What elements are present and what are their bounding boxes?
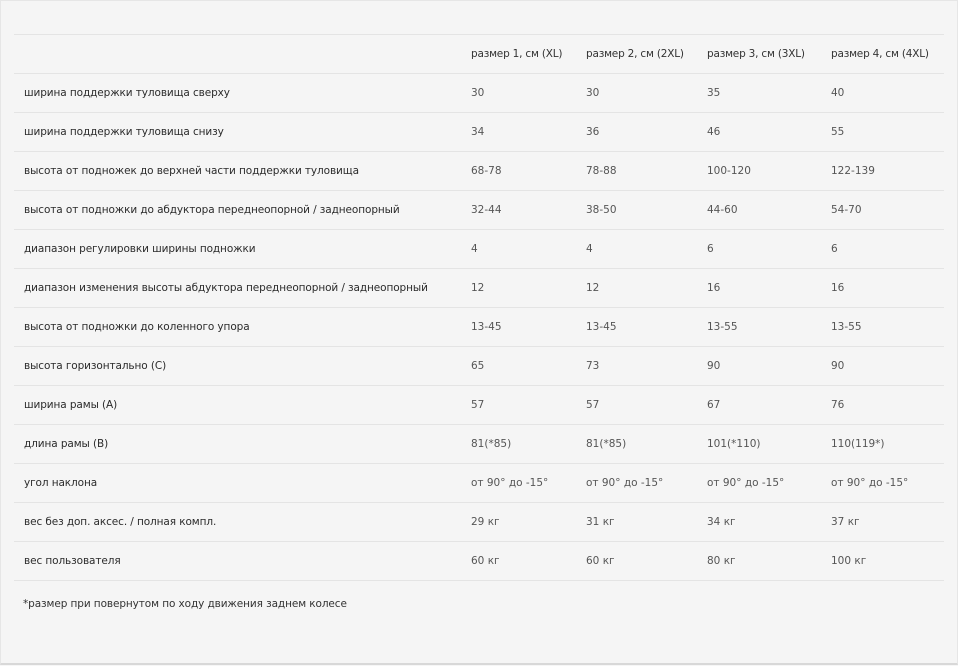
table-cell: 81(*85)	[586, 425, 707, 464]
table-cell: 78-88	[586, 152, 707, 191]
table-cell: 13-55	[707, 308, 831, 347]
table-cell: 38-50	[586, 191, 707, 230]
table-cell: 46	[707, 113, 831, 152]
table-cell: 30	[586, 74, 707, 113]
row-label: угол наклона	[14, 464, 471, 503]
table-cell: 32-44	[471, 191, 586, 230]
table-cell: 35	[707, 74, 831, 113]
table-cell: 101(*110)	[707, 425, 831, 464]
table-cell: 90	[707, 347, 831, 386]
row-label: диапазон регулировки ширины подножки	[14, 230, 471, 269]
table-cell: 16	[831, 269, 944, 308]
table-row	[14, 542, 944, 581]
table-row	[14, 269, 944, 308]
table-row	[14, 386, 944, 425]
footnote: *размер при повернутом по ходу движения заднем колесе	[23, 598, 347, 610]
table-cell: 12	[586, 269, 707, 308]
row-label: вес без доп. аксес. / полная компл.	[14, 503, 471, 542]
row-label: ширина поддержки туловища сверху	[14, 74, 471, 113]
table-cell: от 90° до -15°	[471, 464, 586, 503]
table-cell: 30	[471, 74, 586, 113]
table-row	[14, 152, 944, 191]
table-cell: 57	[586, 386, 707, 425]
header-size-2: размер 2, см (2XL)	[586, 35, 707, 74]
table-cell: от 90° до -15°	[831, 464, 944, 503]
row-label: высота горизонтально (C)	[14, 347, 471, 386]
row-label: ширина рамы (A)	[14, 386, 471, 425]
table-cell: 110(119*)	[831, 425, 944, 464]
table-cell: 12	[471, 269, 586, 308]
table-row	[14, 230, 944, 269]
table-cell: 68-78	[471, 152, 586, 191]
row-label: высота от подножки до коленного упора	[14, 308, 471, 347]
header-size-3: размер 3, см (3XL)	[707, 35, 831, 74]
table-cell: 4	[586, 230, 707, 269]
row-label: высота от подножки до абдуктора переднеопорной / заднеопорный	[14, 191, 471, 230]
table-cell: 34	[471, 113, 586, 152]
table-row	[14, 191, 944, 230]
table-cell: 13-45	[471, 308, 586, 347]
table-cell: 40	[831, 74, 944, 113]
table-cell: 65	[471, 347, 586, 386]
table-cell: 6	[707, 230, 831, 269]
header-corner	[14, 35, 471, 74]
row-label: вес пользователя	[14, 542, 471, 581]
table-cell: 73	[586, 347, 707, 386]
table-cell: 60 кг	[586, 542, 707, 581]
table-cell: 54-70	[831, 191, 944, 230]
table-cell: 67	[707, 386, 831, 425]
table-cell: 81(*85)	[471, 425, 586, 464]
table-row	[14, 425, 944, 464]
row-label: высота от подножек до верхней части поддержки туловища	[14, 152, 471, 191]
table-cell: 100-120	[707, 152, 831, 191]
table-cell: от 90° до -15°	[586, 464, 707, 503]
table-header-row	[14, 35, 944, 74]
table-row	[14, 503, 944, 542]
table-cell: 37 кг	[831, 503, 944, 542]
table-cell: от 90° до -15°	[707, 464, 831, 503]
table-cell: 122-139	[831, 152, 944, 191]
table-cell: 80 кг	[707, 542, 831, 581]
table-cell: 90	[831, 347, 944, 386]
table-cell: 4	[471, 230, 586, 269]
table-cell: 76	[831, 386, 944, 425]
row-label: ширина поддержки туловища снизу	[14, 113, 471, 152]
table-cell: 36	[586, 113, 707, 152]
table-cell: 55	[831, 113, 944, 152]
table-cell: 31 кг	[586, 503, 707, 542]
table-cell: 57	[471, 386, 586, 425]
table-cell: 60 кг	[471, 542, 586, 581]
row-label: диапазон изменения высоты абдуктора переднеопорной / заднеопорный	[14, 269, 471, 308]
table-cell: 16	[707, 269, 831, 308]
table-cell: 13-45	[586, 308, 707, 347]
table-row	[14, 74, 944, 113]
table-cell: 29 кг	[471, 503, 586, 542]
table-row	[14, 308, 944, 347]
header-size-1: размер 1, см (XL)	[471, 35, 586, 74]
table-cell: 100 кг	[831, 542, 944, 581]
table-cell: 44-60	[707, 191, 831, 230]
table-cell: 34 кг	[707, 503, 831, 542]
table-row	[14, 464, 944, 503]
row-label: длина рамы (B)	[14, 425, 471, 464]
table-row	[14, 113, 944, 152]
table-cell: 6	[831, 230, 944, 269]
header-size-4: размер 4, см (4XL)	[831, 35, 944, 74]
table-row	[14, 347, 944, 386]
size-spec-table	[14, 34, 944, 581]
table-cell: 13-55	[831, 308, 944, 347]
